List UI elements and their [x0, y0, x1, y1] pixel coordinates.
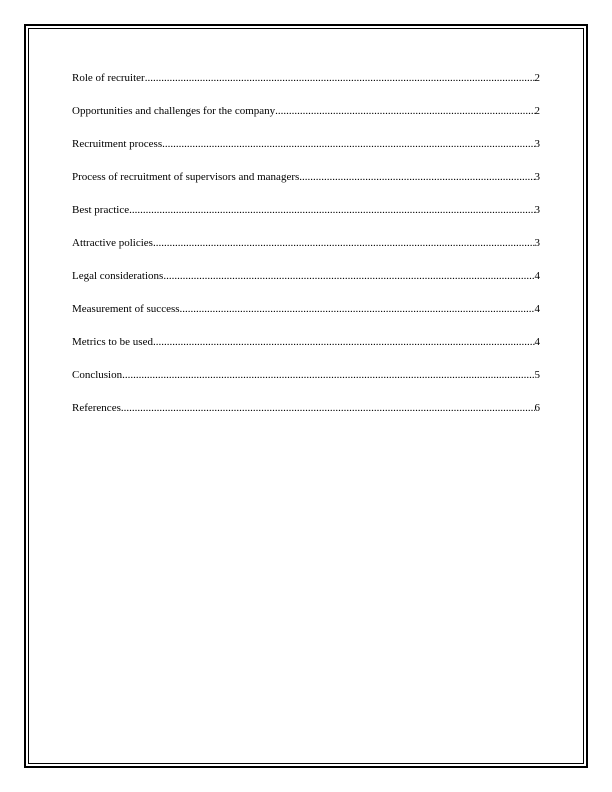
toc-entry-page: 3 — [534, 237, 540, 249]
toc-entry-best-practice[interactable] — [72, 203, 540, 217]
toc-entry-page: 4 — [534, 336, 540, 348]
toc-entry-measurement-of-success[interactable] — [72, 302, 540, 316]
toc-entry-title: Process of recruitment of supervisors and managers — [72, 171, 300, 183]
toc-entry-recruitment-process[interactable] — [72, 137, 540, 151]
toc-entry-role-of-recruiter[interactable] — [72, 71, 540, 85]
toc-entry-page: 3 — [534, 171, 540, 183]
toc-entry-attractive-policies[interactable] — [72, 236, 540, 250]
toc-entry-page: 6 — [534, 402, 540, 414]
toc-entry-page: 3 — [534, 138, 540, 150]
toc-entry-title: Recruitment process — [72, 138, 163, 150]
toc-entry-title: Best practice — [72, 204, 130, 216]
table-of-contents — [72, 71, 540, 434]
dot-leader — [180, 302, 535, 316]
toc-entry-title: Metrics to be used — [72, 336, 153, 348]
toc-entry-opportunities-and-challenges[interactable] — [72, 104, 540, 118]
toc-entry-page: 3 — [534, 204, 540, 216]
toc-entry-process-of-recruitment-supervisors[interactable] — [72, 170, 540, 184]
toc-entry-conclusion[interactable] — [72, 368, 540, 382]
toc-entry-title: Role of recruiter — [72, 72, 145, 84]
toc-entry-metrics-to-be-used[interactable] — [72, 335, 540, 349]
dot-leader — [122, 368, 534, 382]
toc-entry-page: 5 — [534, 369, 540, 381]
toc-entry-title: Conclusion — [72, 369, 123, 381]
dot-leader — [121, 401, 535, 415]
dot-leader — [129, 203, 534, 217]
toc-entry-legal-considerations[interactable] — [72, 269, 540, 283]
toc-entry-page: 4 — [534, 270, 540, 282]
dot-leader — [153, 236, 535, 250]
toc-entry-page: 2 — [534, 72, 540, 84]
dot-leader — [145, 71, 535, 85]
toc-entry-title: Legal considerations — [72, 270, 164, 282]
toc-entry-title: Measurement of success — [72, 303, 180, 315]
toc-entry-title: Opportunities and challenges for the company — [72, 105, 276, 117]
dot-leader — [275, 104, 534, 118]
dot-leader — [299, 170, 534, 184]
toc-entry-references[interactable] — [72, 401, 540, 415]
dot-leader — [162, 137, 534, 151]
toc-entry-page: 2 — [534, 105, 540, 117]
dot-leader — [153, 335, 535, 349]
toc-entry-page: 4 — [534, 303, 540, 315]
toc-entry-title: Attractive policies — [72, 237, 153, 249]
toc-entry-title: References — [72, 402, 121, 414]
dot-leader — [163, 269, 534, 283]
